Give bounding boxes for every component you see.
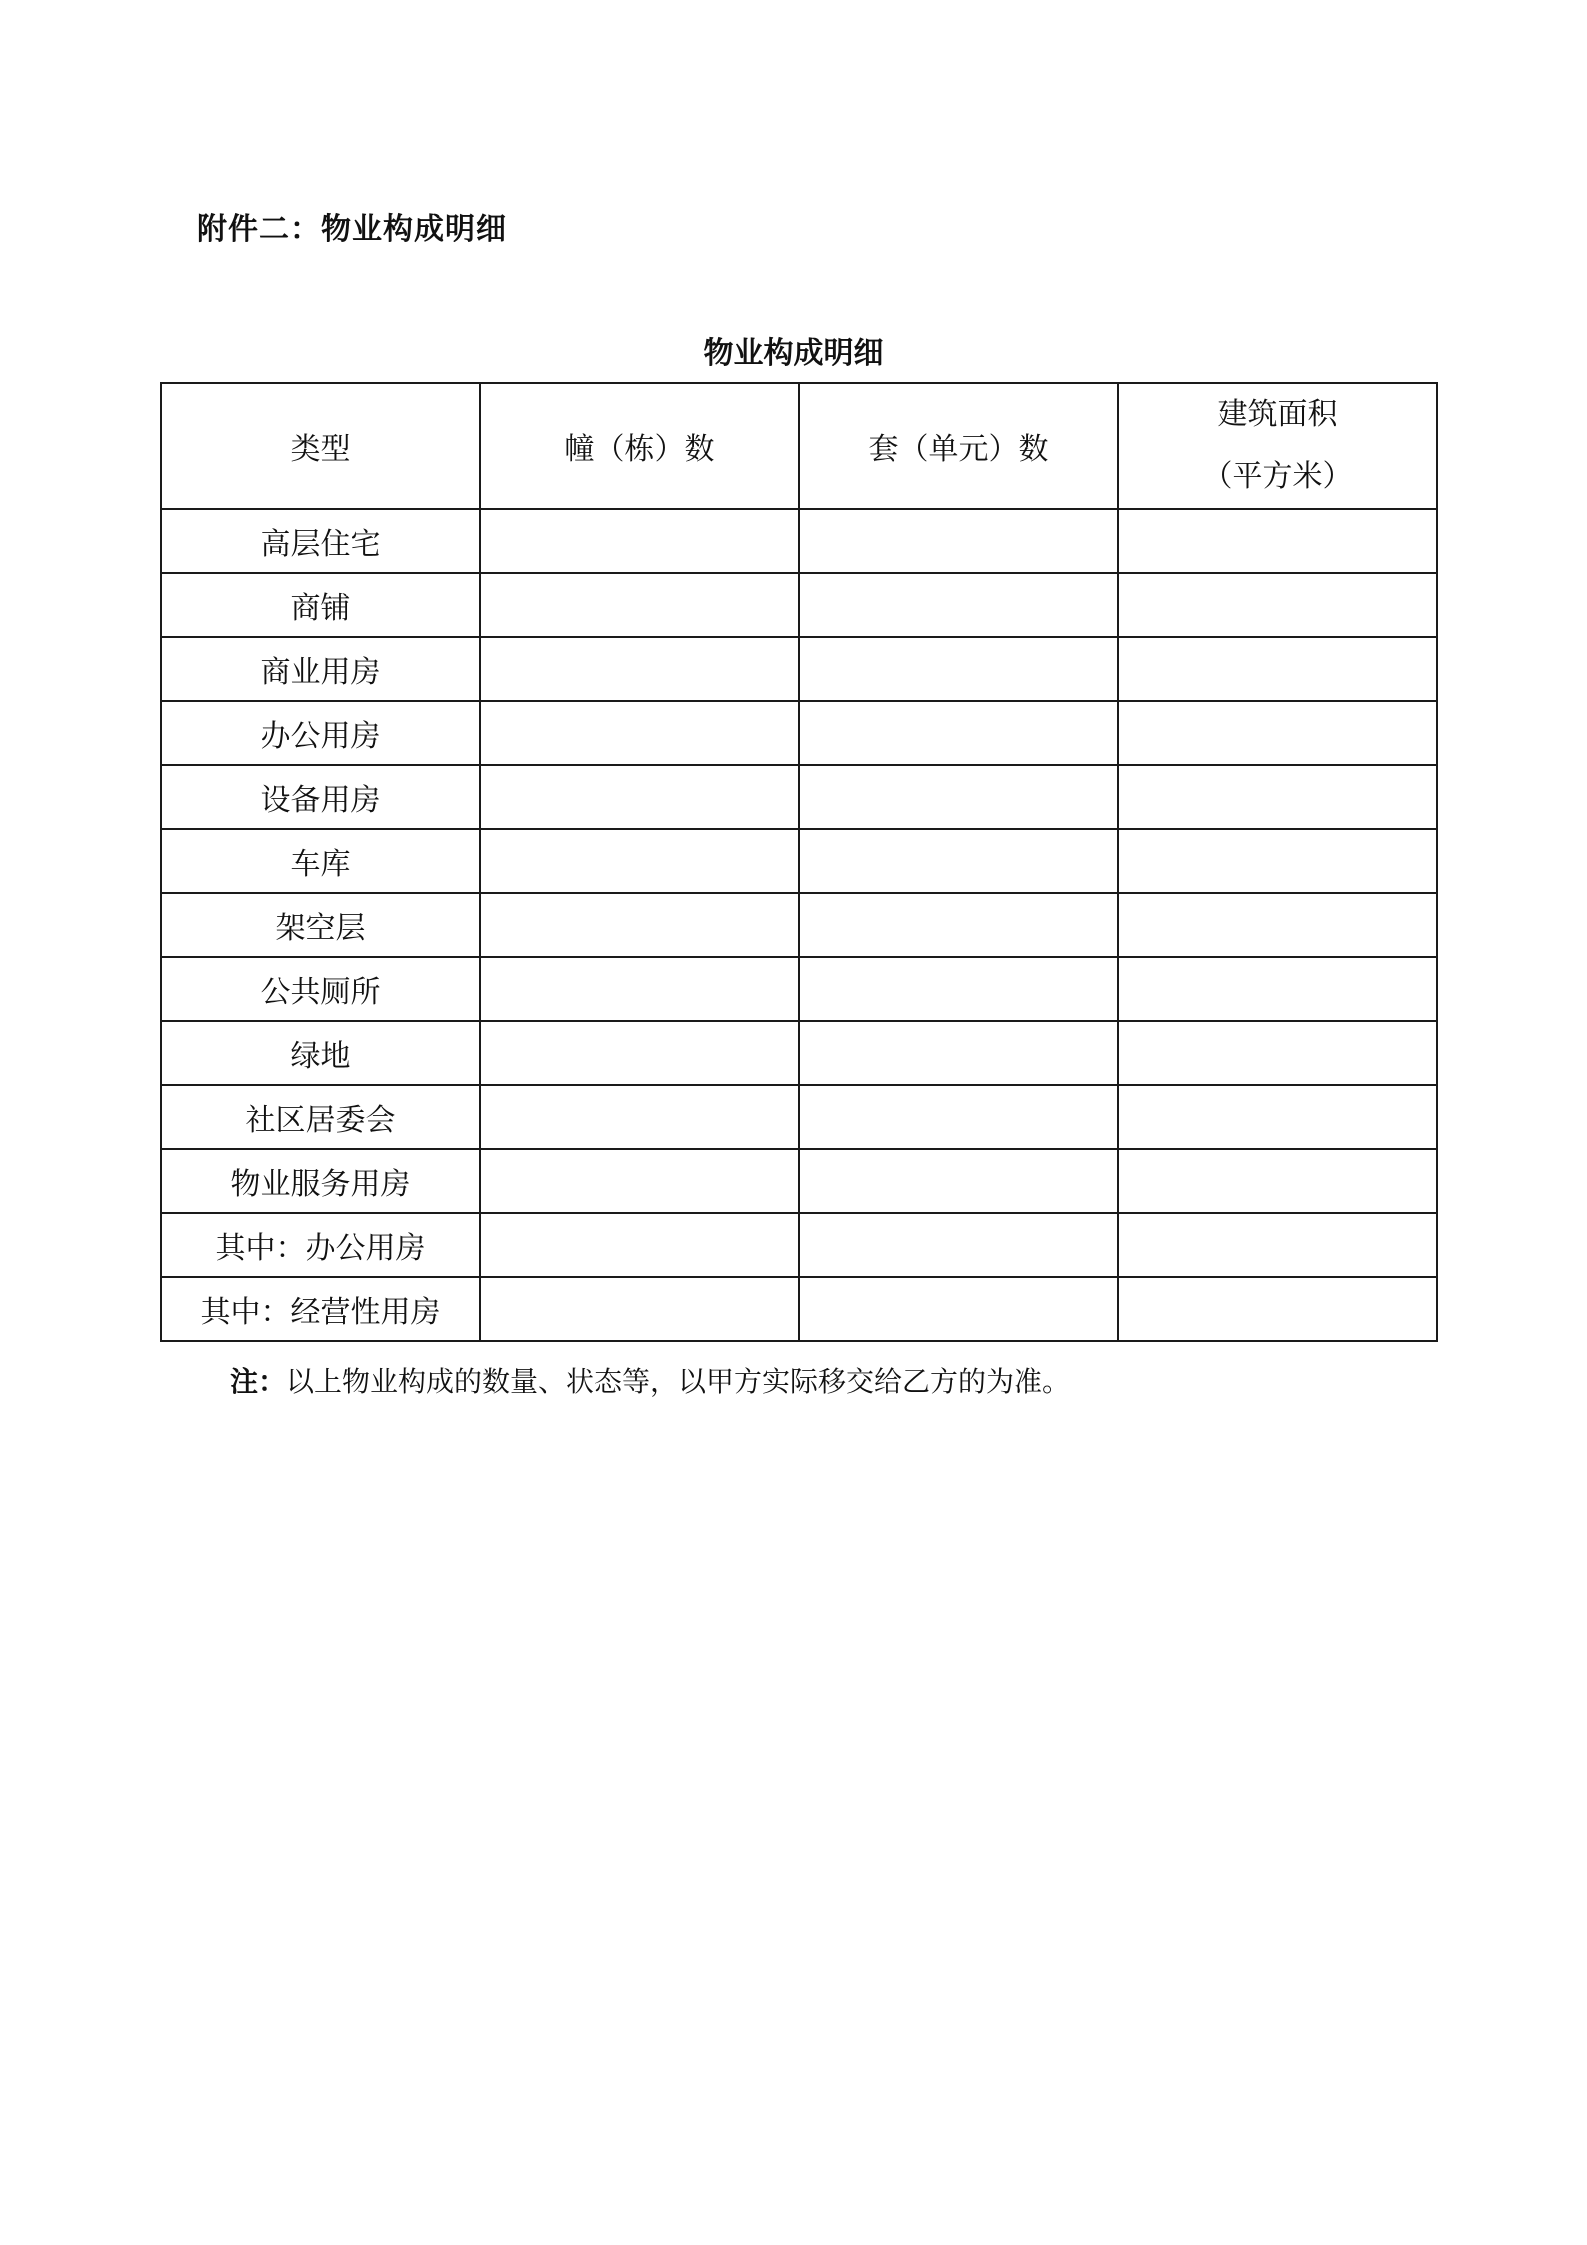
cell-area — [1118, 1277, 1437, 1341]
cell-type: 社区居委会 — [161, 1085, 480, 1149]
cell-area — [1118, 637, 1437, 701]
cell-units — [799, 765, 1118, 829]
cell-area — [1118, 1021, 1437, 1085]
table-row — [161, 637, 1437, 701]
table-row — [161, 1085, 1437, 1149]
cell-units — [799, 1149, 1118, 1213]
cell-units — [799, 957, 1118, 1021]
table-row — [161, 701, 1437, 765]
cell-units — [799, 509, 1118, 573]
cell-units — [799, 573, 1118, 637]
table-row — [161, 509, 1437, 573]
cell-buildings — [480, 701, 799, 765]
cell-buildings — [480, 1213, 799, 1277]
header-area-line1: 建筑面积 — [1217, 397, 1338, 432]
cell-type: 商铺 — [161, 573, 480, 637]
header-area — [1118, 383, 1437, 509]
table-header-row — [161, 383, 1437, 509]
cell-area — [1118, 829, 1437, 893]
cell-type: 其中：经营性用房 — [161, 1277, 480, 1341]
cell-type: 架空层 — [161, 893, 480, 957]
cell-buildings — [480, 765, 799, 829]
cell-buildings — [480, 1021, 799, 1085]
cell-area — [1118, 509, 1437, 573]
cell-buildings — [480, 957, 799, 1021]
cell-type: 商业用房 — [161, 637, 480, 701]
cell-units — [799, 637, 1118, 701]
cell-buildings — [480, 893, 799, 957]
cell-type: 高层住宅 — [161, 509, 480, 573]
table-row — [161, 1021, 1437, 1085]
table-row — [161, 829, 1437, 893]
table-row — [161, 893, 1437, 957]
cell-buildings — [480, 1149, 799, 1213]
cell-area — [1118, 957, 1437, 1021]
table-row — [161, 957, 1437, 1021]
cell-buildings — [480, 829, 799, 893]
cell-type: 设备用房 — [161, 765, 480, 829]
cell-type: 公共厕所 — [161, 957, 480, 1021]
table-title: 物业构成明细 — [703, 336, 884, 371]
table-note — [230, 1360, 1070, 1400]
cell-units — [799, 701, 1118, 765]
cell-area — [1118, 765, 1437, 829]
cell-area — [1118, 1213, 1437, 1277]
cell-units — [799, 829, 1118, 893]
header-area-line2: （平方米） — [1202, 459, 1353, 494]
cell-area — [1118, 1085, 1437, 1149]
attachment-heading: 附件二：物业构成明细 — [197, 212, 507, 247]
cell-buildings — [480, 509, 799, 573]
header-buildings: 幢（栋）数 — [480, 383, 799, 509]
table-row — [161, 1277, 1437, 1341]
cell-units — [799, 1085, 1118, 1149]
cell-units — [799, 1213, 1118, 1277]
cell-area — [1118, 573, 1437, 637]
cell-units — [799, 1021, 1118, 1085]
header-units: 套（单元）数 — [799, 383, 1118, 509]
cell-buildings — [480, 1277, 799, 1341]
cell-type: 办公用房 — [161, 701, 480, 765]
table-row — [161, 1149, 1437, 1213]
cell-buildings — [480, 573, 799, 637]
header-type: 类型 — [161, 383, 480, 509]
cell-type: 车库 — [161, 829, 480, 893]
cell-buildings — [480, 637, 799, 701]
cell-area — [1118, 893, 1437, 957]
cell-area — [1118, 701, 1437, 765]
table-row — [161, 1213, 1437, 1277]
note-label: 注： — [230, 1365, 287, 1398]
cell-units — [799, 893, 1118, 957]
cell-type: 绿地 — [161, 1021, 480, 1085]
table-row — [161, 573, 1437, 637]
cell-buildings — [480, 1085, 799, 1149]
cell-area — [1118, 1149, 1437, 1213]
note-text: 以上物业构成的数量、状态等，以甲方实际移交给乙方的为准。 — [286, 1365, 1071, 1398]
cell-units — [799, 1277, 1118, 1341]
table-row — [161, 765, 1437, 829]
property-composition-table — [160, 382, 1438, 1342]
cell-type: 其中：办公用房 — [161, 1213, 480, 1277]
cell-type: 物业服务用房 — [161, 1149, 480, 1213]
